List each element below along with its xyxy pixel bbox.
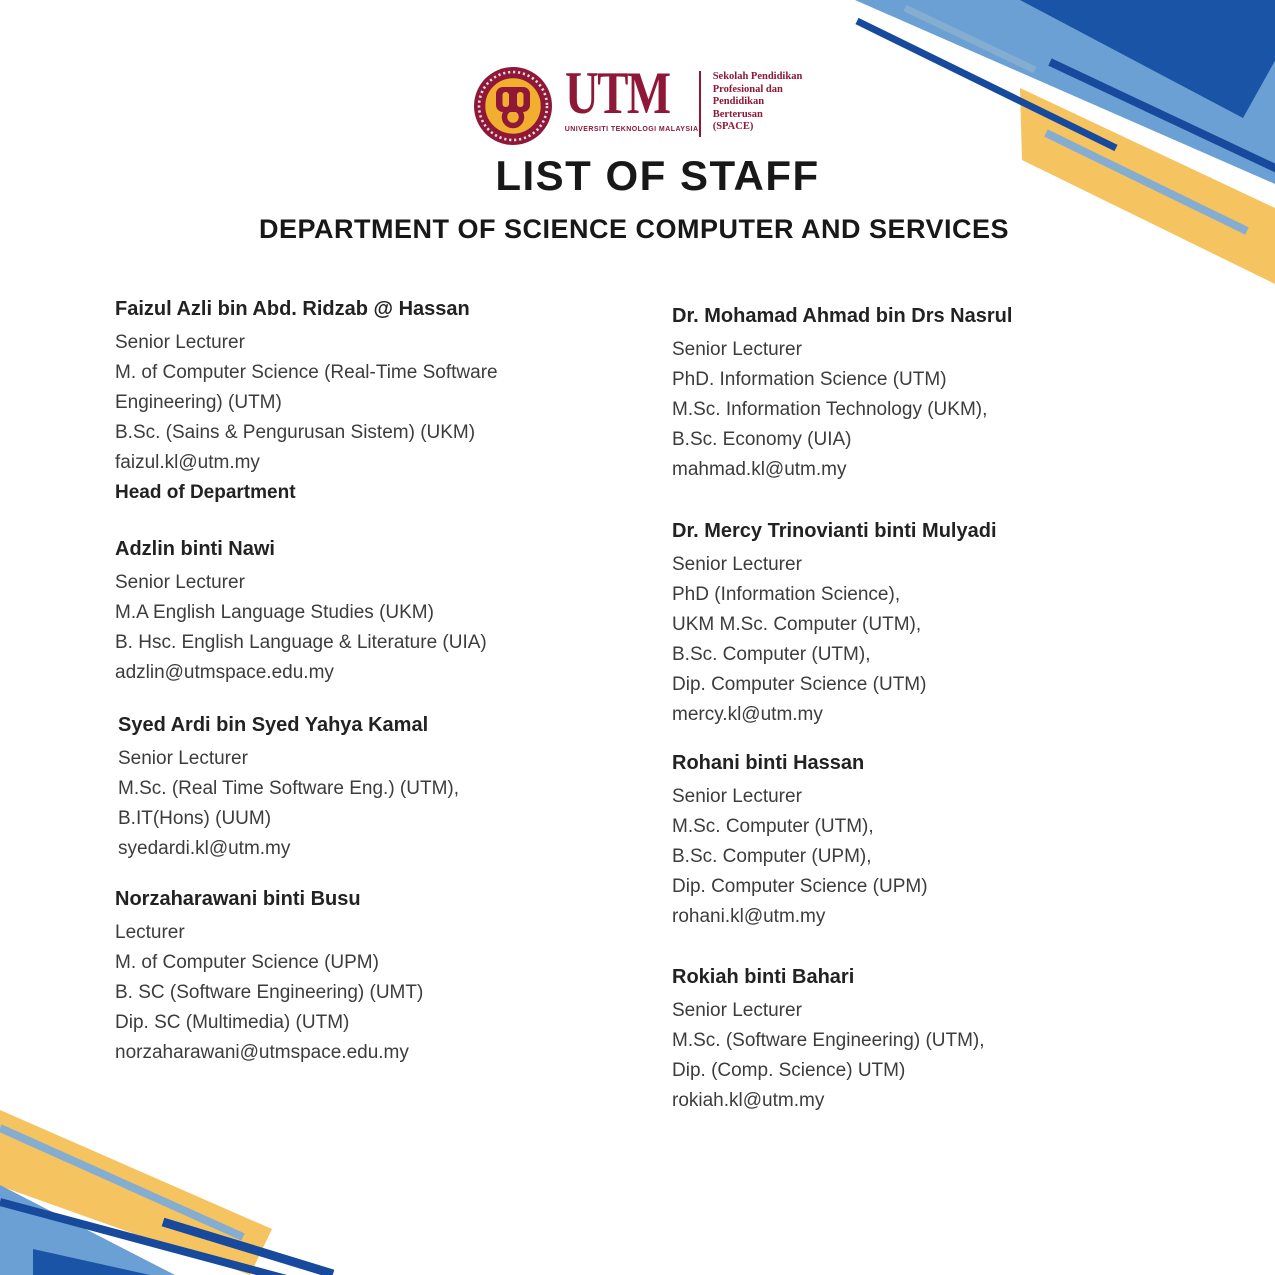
text-line: faizul.kl@utm.my [115,452,260,473]
staff-details [672,550,1152,730]
staff-entry [115,536,595,688]
text-line: UKM M.Sc. Computer (UTM), [672,614,922,635]
text-line: Senior Lecturer [672,1000,802,1021]
text-line: norzaharawani@utmspace.edu.my [115,1042,409,1063]
text-line: rokiah.kl@utm.my [672,1090,825,1111]
staff-name: Dr. Mohamad Ahmad bin Drs Nasrul [672,305,1013,327]
text-line: Senior Lecturer [118,748,248,769]
text-line: PhD. Information Science (UTM) [672,369,947,390]
text-line: B.Sc. Computer (UPM), [672,846,872,867]
staff-entry [672,303,1152,485]
staff-details [672,996,1152,1116]
school-name [713,66,803,134]
text-line: Profesional dan [712,83,783,95]
text-line: M.Sc. Information Technology (UKM), [672,399,988,420]
staff-name: Norzaharawani binti Busu [115,888,361,910]
text-line: mercy.kl@utm.my [672,704,823,725]
text-line: Senior Lecturer [672,339,802,360]
text-line: rohani.kl@utm.my [672,906,826,927]
bottom-left-decoration [0,1110,333,1275]
staff-name: Syed Ardi bin Syed Yahya Kamal [118,714,429,736]
text-line: Senior Lecturer [672,554,802,575]
staff-details [115,568,595,688]
text-line: B.Sc. (Sains & Pengurusan Sistem) (UKM) [115,422,476,443]
staff-entry [672,750,1152,932]
text-line: syedardi.kl@utm.my [118,838,291,859]
staff-details [118,744,598,864]
staff-name: Dr. Mercy Trinovianti binti Mulyadi [672,520,997,542]
text-line: (SPACE) [712,121,754,132]
text-line: Sekolah Pendidikan [712,71,803,82]
text-line: Senior Lecturer [115,572,245,593]
text-line: B. SC (Software Engineering) (UMT) [115,982,424,1003]
utm-wordmark-block [564,60,699,134]
staff-name: Rokiah binti Bahari [672,966,855,988]
text-line: Senior Lecturer [115,332,245,353]
utm-seal-icon [473,66,553,146]
staff-entry [672,964,1152,1116]
text-line: B.Sc. Economy (UIA) [672,429,852,450]
staff-details [672,335,1152,485]
text-line: M. of Computer Science (UPM) [115,952,379,973]
staff-details [115,328,563,478]
staff-name: Rohani binti Hassan [672,752,865,774]
staff-entry [672,518,1152,730]
page-title: LIST OF STAFF [495,152,820,199]
text-line: Dip. Computer Science (UPM) [672,876,928,897]
text-line: M.A English Language Studies (UKM) [115,602,434,623]
staff-entry [115,886,595,1068]
text-line: Berterusan [712,108,763,120]
text-line: M.Sc. (Software Engineering) (UTM), [672,1030,985,1051]
staff-details [672,782,1152,932]
text-line: B. Hsc. English Language & Literature (UIA) [115,632,487,653]
text-line: PhD (Information Science), [672,584,901,605]
staff-entry [118,712,598,864]
staff-details [115,918,595,1068]
text-line: B.IT(Hons) (UUM) [118,808,272,829]
text-line: Senior Lecturer [672,786,802,807]
text-line: B.Sc. Computer (UTM), [672,644,871,665]
staff-entry [115,296,563,508]
text-line: mahmad.kl@utm.my [672,459,847,480]
text-line: Pendidikan [712,96,765,107]
text-line: Dip. SC (Multimedia) (UTM) [115,1012,350,1033]
utm-logo [0,60,1275,146]
staff-designation: Head of Department [115,482,296,503]
text-line: Dip. (Comp. Science) UTM) [672,1060,906,1081]
staff-name: Adzlin binti Nawi [115,538,275,560]
text-line: adzlin@utmspace.edu.my [115,662,334,683]
text-line: M. of Computer Science (Real-Time Software Engineering) (UTM) [115,362,498,413]
staff-name: Faizul Azli bin Abd. Ridzab @ Hassan [115,298,470,320]
text-line: Dip. Computer Science (UTM) [672,674,927,695]
text-line: M.Sc. Computer (UTM), [672,816,874,837]
page-subtitle: DEPARTMENT OF SCIENCE COMPUTER AND SERVICES [258,214,1010,244]
utm-wordmark: UTM [564,60,670,126]
text-line: M.Sc. (Real Time Software Eng.) (UTM), [118,778,460,799]
text-line: Lecturer [115,922,185,943]
logo-divider [699,71,701,137]
utm-university-name: UNIVERSITI TEKNOLOGI MALAYSIA [564,126,699,133]
